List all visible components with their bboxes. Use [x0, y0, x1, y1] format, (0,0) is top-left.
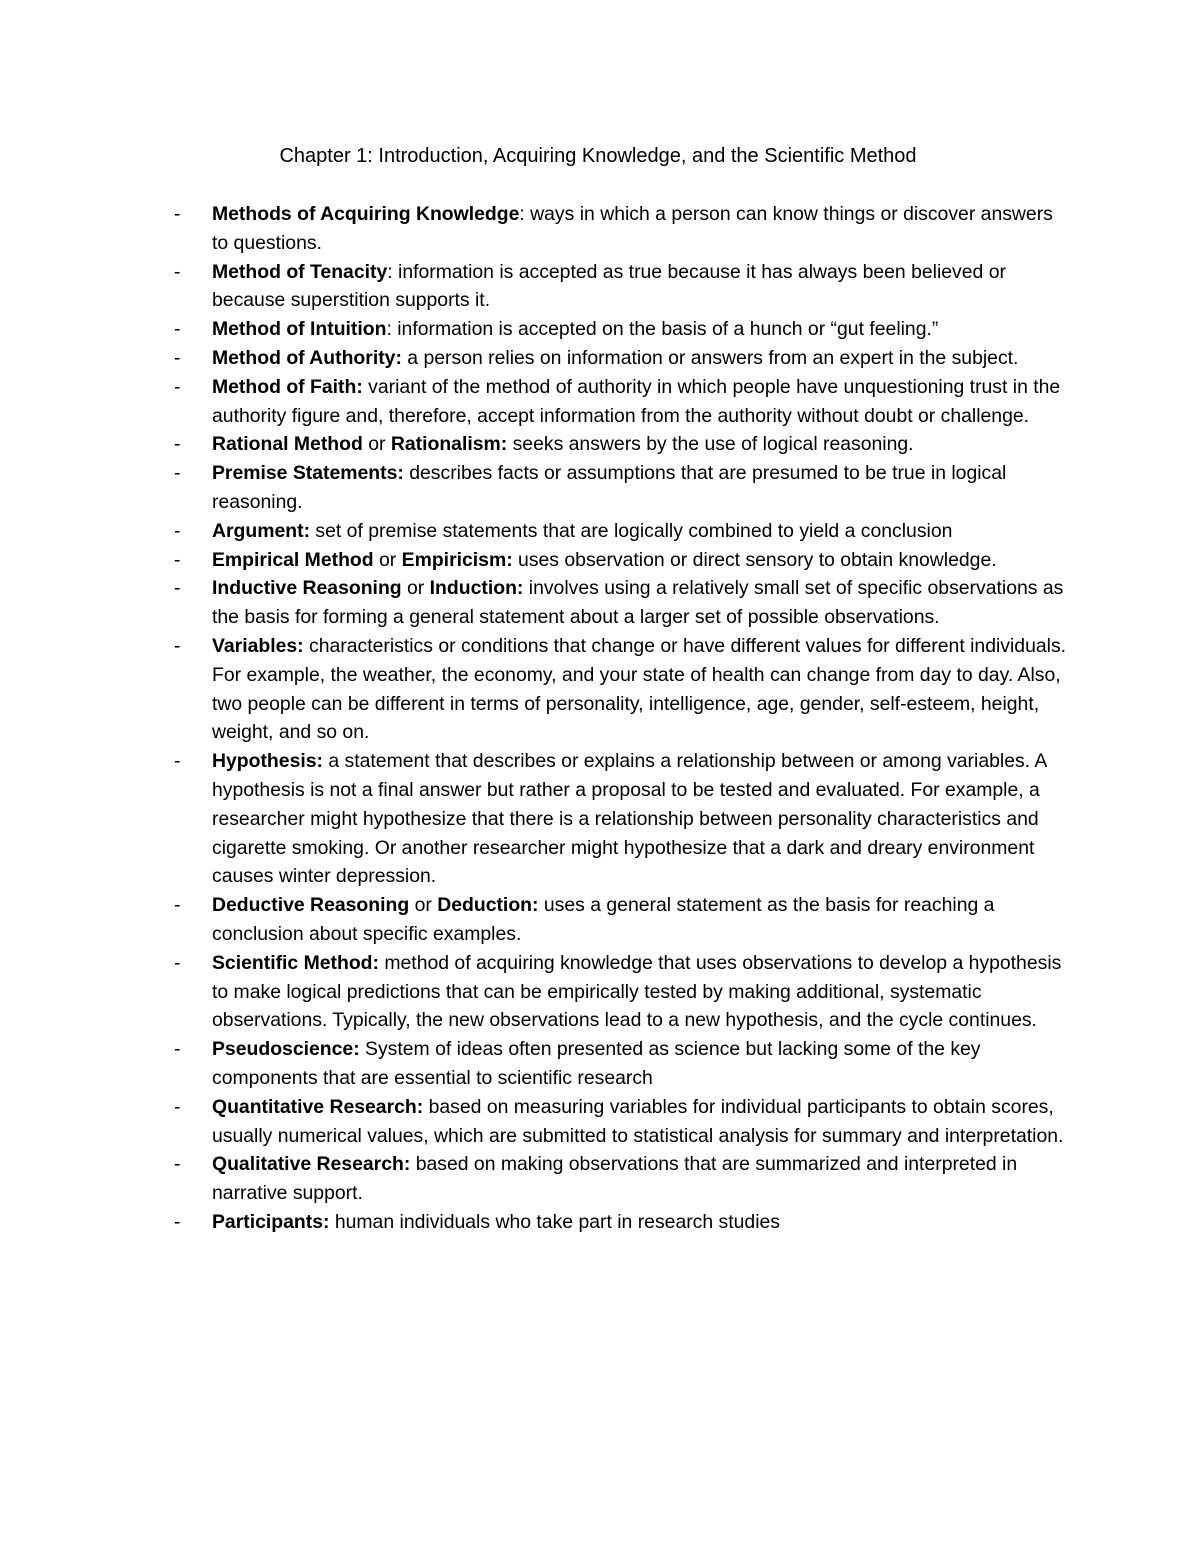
definition-text [212, 1035, 1074, 1093]
term-label: Induction: [429, 577, 524, 600]
term-label: Scientific Method: [212, 951, 379, 974]
term-label: Deduction: [437, 894, 539, 917]
definition-text [212, 459, 1074, 517]
term-label: Variables: [212, 634, 304, 657]
list-item [174, 459, 1074, 517]
definition-body: characteristics or conditions that change or have different values for different individuals. For example, the weather, the economy, and your state of health can change from day to day. Also, two people can be different in terms of personality, intelligence, age, gender, self-esteem, height, weight, and so on. [212, 634, 1067, 744]
definition-text [212, 546, 1074, 575]
term-label: Empiricism: [401, 548, 513, 571]
definition-text [212, 200, 1074, 258]
definition-body: or [409, 894, 438, 917]
list-item [174, 574, 1074, 632]
definition-body: describes facts or assumptions that are presumed to be true in logical reasoning. [212, 462, 1007, 513]
list-item [174, 891, 1074, 949]
list-item [174, 747, 1074, 891]
definition-text [212, 344, 1074, 373]
bullet-dash: - [174, 346, 181, 369]
bullet-dash: - [174, 634, 181, 657]
bullet-dash: - [174, 318, 181, 341]
definition-text [212, 517, 1074, 546]
term-label: Method of Authority: [212, 346, 402, 369]
term-label: Premise Statements: [212, 462, 404, 485]
definition-body: a person relies on information or answers from an expert in the subject. [401, 346, 1019, 369]
definition-body: or [373, 548, 402, 571]
bullet-dash: - [174, 433, 181, 456]
definition-body: : ways in which a person can know things or discover answers to questions. [212, 203, 1053, 254]
page-title [0, 142, 1200, 170]
bullet-dash: - [174, 1095, 181, 1118]
bullet-dash: - [174, 375, 181, 398]
page-title-text: Chapter 1: Introduction, Acquiring Knowledge, and the Scientific Method [279, 145, 917, 167]
definition-body: variant of the method of authority in which people have unquestioning trust in the authority figure and, therefore, accept information from the authority without doubt or challenge. [212, 375, 1061, 427]
bullet-dash: - [174, 1210, 181, 1233]
term-label: Methods of Acquiring Knowledge [212, 203, 520, 225]
bullet-dash: - [174, 894, 181, 917]
definition-text [212, 747, 1074, 891]
definition-body: based on making observations that are summarized and interpreted in narrative support. [212, 1153, 1018, 1205]
definition-text [212, 373, 1074, 431]
list-item [174, 1208, 1074, 1237]
definition-text [212, 430, 1074, 459]
definition-text [212, 574, 1074, 632]
list-item [174, 200, 1074, 258]
list-item [174, 1035, 1074, 1093]
list-item [174, 344, 1074, 373]
list-item [174, 430, 1074, 459]
definition-text [212, 258, 1074, 316]
list-item [174, 632, 1074, 747]
term-label: Empirical Method [212, 548, 374, 571]
term-label: Method of Tenacity [212, 260, 388, 283]
list-item [174, 517, 1074, 546]
definition-list [174, 200, 1074, 1237]
definition-text [212, 1150, 1074, 1208]
bullet-dash: - [174, 203, 181, 225]
definition-body: seeks answers by the use of logical reasoning. [507, 433, 914, 456]
list-item [174, 373, 1074, 431]
term-label: Participants: [212, 1210, 330, 1233]
list-item [174, 546, 1074, 575]
bullet-dash: - [174, 750, 181, 773]
bullet-dash: - [174, 1153, 181, 1176]
definition-text [212, 315, 1074, 344]
term-label: Quantitative Research: [212, 1095, 424, 1118]
term-label: Method of Faith: [212, 375, 363, 398]
term-label: Qualitative Research: [212, 1153, 411, 1176]
definition-text [212, 891, 1074, 949]
list-item [174, 258, 1074, 316]
list-item [174, 315, 1074, 344]
bullet-dash: - [174, 577, 181, 600]
definition-body: or [401, 577, 430, 600]
bullet-dash: - [174, 548, 181, 571]
bullet-dash: - [174, 519, 181, 542]
definition-text [212, 632, 1074, 747]
term-label: Pseudoscience: [212, 1038, 360, 1061]
definition-body: uses a general statement as the basis for reaching a conclusion about specific examples. [212, 894, 995, 945]
list-item [174, 1150, 1074, 1208]
definition-body: uses observation or direct sensory to obtain knowledge. [512, 548, 997, 571]
definition-body: involves using a relatively small set of specific observations as the basis for forming a general statement about a larger set of possible observations. [212, 577, 1064, 629]
list-item [174, 949, 1074, 1035]
list-item [174, 1093, 1074, 1151]
definition-body: or [362, 433, 391, 456]
bullet-dash: - [174, 462, 181, 485]
definition-body: System of ideas often presented as science but lacking some of the key components that are essential to scientific research [212, 1038, 981, 1089]
term-label: Inductive Reasoning [212, 577, 402, 600]
definition-text [212, 1208, 1074, 1237]
term-label: Rationalism: [390, 433, 508, 456]
bullet-dash: - [174, 260, 181, 283]
definition-body: human individuals who take part in research studies [329, 1210, 780, 1233]
bullet-dash: - [174, 951, 181, 974]
term-label: Deductive Reasoning [212, 894, 410, 917]
bullet-dash: - [174, 1038, 181, 1061]
definition-body: method of acquiring knowledge that uses observations to develop a hypothesis to make logical predictions that can be empirically tested by making additional, systematic observations. Typically, the new observations lead to a new hypothesis, and the cycle continues. [212, 951, 1062, 1032]
term-label: Method of Intuition [212, 318, 387, 341]
definition-body: : information is accepted on the basis of a hunch or “gut feeling.” [386, 318, 939, 341]
definition-text [212, 949, 1074, 1035]
term-label: Hypothesis: [212, 750, 323, 773]
definition-text [212, 1093, 1074, 1151]
definition-body: set of premise statements that are logically combined to yield a conclusion [310, 519, 953, 542]
term-label: Argument: [212, 519, 311, 542]
definition-body: a statement that describes or explains a relationship between or among variables. A hypothesis is not a final answer but rather a proposal to be tested and evaluated. For example, a researcher might hypothesize that there is a relationship between personality characteristics and cigarette smoking. Or another researcher might hypothesize that a dark and dreary environment causes winter depression. [212, 750, 1047, 888]
definition-body: based on measuring variables for individual participants to obtain scores, usually numerical values, which are submitted to statistical analysis for summary and interpretation. [212, 1095, 1064, 1147]
term-label: Rational Method [212, 433, 363, 456]
definition-body: : information is accepted as true because it has always been believed or because superstition supports it. [212, 260, 1006, 312]
